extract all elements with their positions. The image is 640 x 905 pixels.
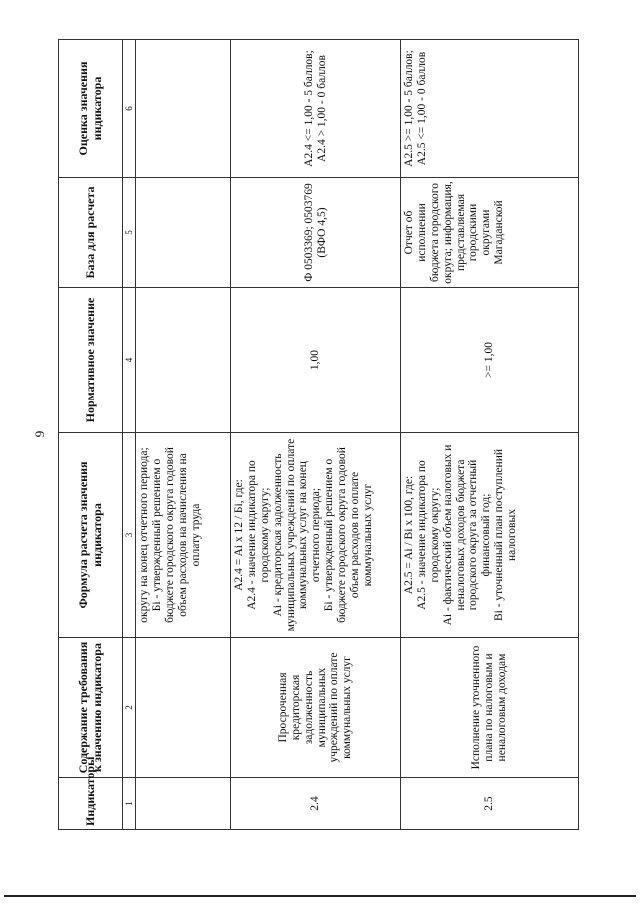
column-number: 5 [123, 178, 136, 288]
table-header-row [59, 40, 123, 830]
column-number: 3 [123, 433, 136, 638]
cell-base [136, 178, 231, 288]
column-number: 6 [123, 40, 136, 178]
cell-base: Отчет об исполнении бюджета городского округа; информация, представляемая городскими округами Магаданской [401, 178, 579, 288]
cell-requirement: Исполнение уточненного плана по налоговым и неналоговым доходам [401, 638, 579, 778]
indicator-table [58, 39, 579, 830]
cell-base: Ф 0503369; 0503769 (ВФО 4,5) [231, 178, 401, 288]
cell-indicator [136, 778, 231, 830]
header-normative: Нормативное значение [59, 288, 123, 433]
cell-requirement: Просроченная кредиторская задолженность муниципальных учреждений по оплате коммунальных услуг [231, 638, 401, 778]
cell-formula: A2.4 = Ai x 12 / Бi, где: A2.4 - значение индикатора по городскому округу; Ai - кредиторская задолженность муниципальных учреждений по оплате коммунальных услуг на конец отчетного периода; Бi - утвержденный решением о бюджете городского округа годовой объем расходов по оплате коммунальных услуг [231, 433, 401, 638]
table-row [136, 40, 231, 830]
cell-evaluation: A2.5 >= 1,00 - 5 баллов; A2.5 <= 1,00 - 0 баллов [401, 40, 579, 178]
cell-evaluation [136, 40, 231, 178]
column-number: 1 [123, 778, 136, 830]
cell-indicator: 2.4 [231, 778, 401, 830]
header-indicators: Индикаторы [59, 778, 123, 830]
column-number: 4 [123, 288, 136, 433]
cell-formula: A2.5 = Ai / Bi x 100, где: A2.5 - значение индикатора по городскому округу; Ai - фактический объем налоговых и неналоговых доходов бюджета городского округа за отчетный финансовый год; Bi - уточненный план поступлений налоговых [401, 433, 579, 638]
cell-requirement [136, 638, 231, 778]
bottom-divider [4, 895, 636, 897]
page-number: 9 [32, 430, 47, 438]
cell-evaluation: A2.4 <= 1,00 - 5 баллов; A2.4 > 1,00 - 0 баллов [231, 40, 401, 178]
header-requirement: Содержание требования к значению индикатора [59, 638, 123, 778]
indicator-table-rotated [58, 40, 578, 830]
cell-normative: >= 1,00 [401, 288, 579, 433]
cell-normative: 1,00 [231, 288, 401, 433]
table-row [401, 40, 579, 830]
header-base: База для расчета [59, 178, 123, 288]
cell-indicator: 2.5 [401, 778, 579, 830]
header-formula: Формула расчета значения индикатора [59, 433, 123, 638]
table-row [231, 40, 401, 830]
cell-normative [136, 288, 231, 433]
column-number-row [123, 40, 136, 830]
header-evaluation: Оценка значения индикатора [59, 40, 123, 178]
cell-formula: округу на конец отчетного периода; Бi - утвержденный решением о бюджете городского округа годовой объем расходов на начисления на оплату труда [136, 433, 231, 638]
column-number: 2 [123, 638, 136, 778]
